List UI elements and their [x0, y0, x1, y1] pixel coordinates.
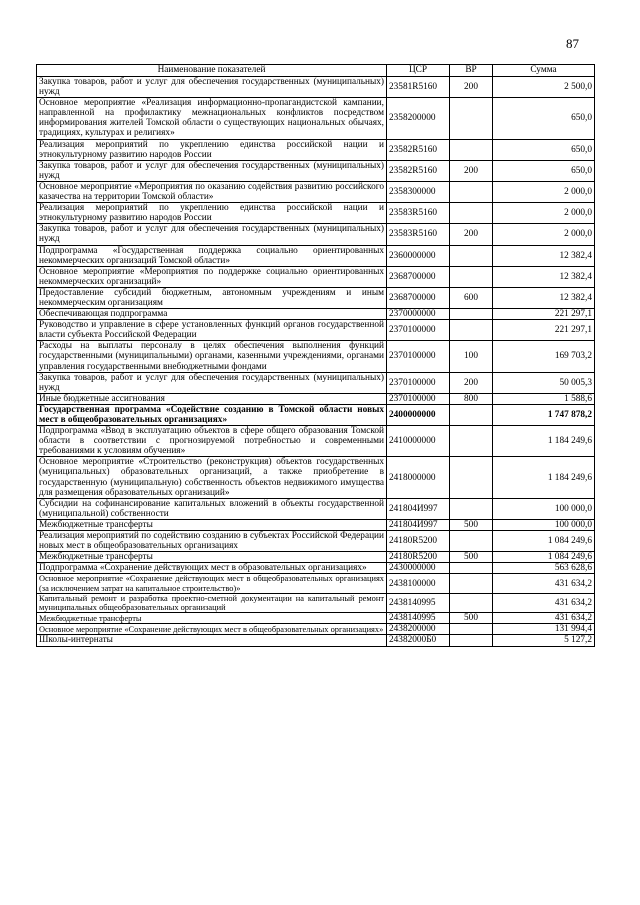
row-vr	[450, 181, 493, 202]
row-sum: 431 634,2	[493, 613, 595, 624]
row-vr	[450, 635, 493, 646]
row-vr: 500	[450, 552, 493, 563]
row-vr	[450, 139, 493, 160]
row-code: 2438100000	[387, 574, 450, 593]
row-vr: 200	[450, 372, 493, 393]
header-vr: ВР	[450, 65, 493, 77]
row-vr	[450, 98, 493, 139]
row-name: Подпрограмма «Государственная поддержка социально ориентированных некоммерческих организаций Томской области»	[37, 245, 387, 266]
row-name: Закупка товаров, работ и услуг для обеспечения государственных (муниципальных) нужд	[37, 372, 387, 393]
row-name: Реализация мероприятий по укреплению единства российской нации и этнокультурному развитию народов России	[37, 203, 387, 224]
row-code: 2418000000	[387, 457, 450, 498]
header-sum: Сумма	[493, 65, 595, 77]
row-code: 241804И997	[387, 519, 450, 530]
row-name: Государственная программа «Содействие созданию в Томской области новых мест в общеобразовательных организациях»	[37, 404, 387, 425]
table-row	[37, 372, 595, 393]
row-code: 2430000000	[387, 563, 450, 574]
budget-table	[36, 64, 595, 647]
row-code: 24180R5200	[387, 531, 450, 552]
row-code: 2368700000	[387, 287, 450, 308]
row-sum: 100 000,0	[493, 519, 595, 530]
row-sum: 221 297,1	[493, 320, 595, 341]
row-code: 2368700000	[387, 266, 450, 287]
table-row	[37, 287, 595, 308]
row-sum: 2 000,0	[493, 181, 595, 202]
row-name: Межбюджетные трансферты	[37, 552, 387, 563]
row-name: Основное мероприятие «Сохранение действующих мест в общеобразовательных организациях»	[37, 624, 387, 635]
row-name: Межбюджетные трансферты	[37, 519, 387, 530]
row-vr: 100	[450, 341, 493, 372]
table-row	[37, 224, 595, 245]
row-vr: 500	[450, 613, 493, 624]
table-row	[37, 309, 595, 320]
row-sum: 2 000,0	[493, 203, 595, 224]
row-vr	[450, 426, 493, 457]
row-sum: 650,0	[493, 160, 595, 181]
row-code: 23582R5160	[387, 160, 450, 181]
row-vr	[450, 245, 493, 266]
row-name: Капитальный ремонт и разработка проектно-сметной документации на капитальный ремонт муниципальных общеобразовательных организаций	[37, 593, 387, 612]
row-name: Реализация мероприятий по укреплению единства российской нации и этнокультурному развитию народов России	[37, 139, 387, 160]
row-sum: 100 000,0	[493, 498, 595, 519]
row-name: Закупка товаров, работ и услуг для обеспечения государственных (муниципальных) нужд	[37, 224, 387, 245]
row-sum: 650,0	[493, 139, 595, 160]
table-row	[37, 77, 595, 98]
row-name: Предоставление субсидий бюджетным, автономным учреждениям и иным некоммерческим организациям	[37, 287, 387, 308]
row-name: Руководство и управление в сфере установленных функций органов государственной власти субъекта Российской Федерации	[37, 320, 387, 341]
row-code: 2358200000	[387, 98, 450, 139]
row-sum: 2 000,0	[493, 224, 595, 245]
table-row	[37, 181, 595, 202]
row-vr: 200	[450, 77, 493, 98]
table-row	[37, 160, 595, 181]
row-name: Основное мероприятие «Сохранение действующих мест в общеобразовательных организациях (за исключением затрат на капитальное строительство)»	[37, 574, 387, 593]
row-sum: 431 634,2	[493, 593, 595, 612]
row-name: Субсидии на софинансирование капитальных вложений в объекты государственной (муниципальной) собственности	[37, 498, 387, 519]
row-code: 2370100000	[387, 393, 450, 404]
row-code: 2410000000	[387, 426, 450, 457]
row-code: 23582R5160	[387, 139, 450, 160]
row-code: 2438140995	[387, 593, 450, 612]
row-name: Школы-интернаты	[37, 635, 387, 646]
table-row	[37, 457, 595, 498]
row-code: 24382000Б0	[387, 635, 450, 646]
row-name: Расходы на выплаты персоналу в целях обеспечения выполнения функций государственными (муниципальными) органами, казенными учреждениями, органами управления государственными внебюджетными фондами	[37, 341, 387, 372]
row-code: 2438200000	[387, 624, 450, 635]
row-sum: 1 184 249,6	[493, 457, 595, 498]
row-sum: 650,0	[493, 98, 595, 139]
row-code: 2360000000	[387, 245, 450, 266]
row-vr: 200	[450, 160, 493, 181]
table-row	[37, 563, 595, 574]
table-row	[37, 404, 595, 425]
row-code: 23581R5160	[387, 77, 450, 98]
header-code: ЦСР	[387, 65, 450, 77]
row-sum: 169 703,2	[493, 341, 595, 372]
header-name: Наименование показателей	[37, 65, 387, 77]
row-vr	[450, 320, 493, 341]
row-code: 2370100000	[387, 320, 450, 341]
row-vr	[450, 498, 493, 519]
row-sum: 563 628,6	[493, 563, 595, 574]
row-name: Основное мероприятие «Мероприятия по поддержке социально ориентированных некоммерческих организаций»	[37, 266, 387, 287]
row-sum: 2 500,0	[493, 77, 595, 98]
table-row	[37, 635, 595, 646]
table-header-row	[37, 65, 595, 77]
table-row	[37, 98, 595, 139]
row-code: 24180R5200	[387, 552, 450, 563]
row-code: 2370100000	[387, 372, 450, 393]
row-vr	[450, 574, 493, 593]
row-sum: 50 005,3	[493, 372, 595, 393]
row-name: Закупка товаров, работ и услуг для обеспечения государственных (муниципальных) нужд	[37, 77, 387, 98]
row-vr	[450, 593, 493, 612]
table-row	[37, 498, 595, 519]
row-sum: 1 084 249,6	[493, 552, 595, 563]
row-name: Основное мероприятие «Мероприятия по оказанию содействия развитию российского казачества на территории Томской области»	[37, 181, 387, 202]
table-row	[37, 320, 595, 341]
table-row	[37, 266, 595, 287]
row-code: 2358300000	[387, 181, 450, 202]
row-code: 241804И997	[387, 498, 450, 519]
table-row	[37, 426, 595, 457]
row-name: Реализация мероприятий по содействию созданию в субъектах Российской Федерации новых мест в общеобразовательных организациях	[37, 531, 387, 552]
row-name: Межбюджетные трансферты	[37, 613, 387, 624]
row-name: Основное мероприятие «Строительство (реконструкция) объектов государственных (муниципальных) образовательных организаций, а также приобретение в государственную (муниципальную) собственность объектов недвижимого имущества для размещения образовательных организаций»	[37, 457, 387, 498]
row-vr: 600	[450, 287, 493, 308]
table-row	[37, 552, 595, 563]
row-vr: 500	[450, 519, 493, 530]
row-code: 2370100000	[387, 341, 450, 372]
table-row	[37, 245, 595, 266]
row-sum: 12 382,4	[493, 245, 595, 266]
table-row	[37, 519, 595, 530]
row-sum: 5 127,2	[493, 635, 595, 646]
row-sum: 12 382,4	[493, 266, 595, 287]
row-code: 23583R5160	[387, 224, 450, 245]
table-row	[37, 139, 595, 160]
row-name: Основное мероприятие «Реализация информационно-пропагандистской кампании, направленной на профилактику межнациональных конфликтов посредством информирования жителей Томской области о существующих национальных обычаях, традициях, культурах и религиях»	[37, 98, 387, 139]
row-sum: 1 184 249,6	[493, 426, 595, 457]
row-sum: 12 382,4	[493, 287, 595, 308]
row-vr	[450, 457, 493, 498]
table-row	[37, 203, 595, 224]
table-row	[37, 574, 595, 593]
table-body	[37, 77, 595, 647]
row-code: 2400000000	[387, 404, 450, 425]
row-vr	[450, 624, 493, 635]
table-row	[37, 624, 595, 635]
row-vr	[450, 203, 493, 224]
row-code: 2370000000	[387, 309, 450, 320]
row-name: Иные бюджетные ассигнования	[37, 393, 387, 404]
row-name: Подпрограмма «Ввод в эксплуатацию объектов в сфере общего образования Томской области в соответствии с прогнозируемой потребностью и современными требованиями к условиям обучения»	[37, 426, 387, 457]
table-row	[37, 341, 595, 372]
row-code: 2438140995	[387, 613, 450, 624]
table-row	[37, 531, 595, 552]
row-vr	[450, 531, 493, 552]
row-name: Закупка товаров, работ и услуг для обеспечения государственных (муниципальных) нужд	[37, 160, 387, 181]
page-number: 87	[566, 36, 579, 51]
row-vr	[450, 266, 493, 287]
row-vr: 200	[450, 224, 493, 245]
table-row	[37, 393, 595, 404]
row-vr	[450, 309, 493, 320]
row-sum: 221 297,1	[493, 309, 595, 320]
row-name: Подпрограмма «Сохранение действующих мест в образовательных организациях»	[37, 563, 387, 574]
table-row	[37, 593, 595, 612]
row-sum: 131 994,4	[493, 624, 595, 635]
row-vr: 800	[450, 393, 493, 404]
row-vr	[450, 563, 493, 574]
row-sum: 1 084 249,6	[493, 531, 595, 552]
row-sum: 431 634,2	[493, 574, 595, 593]
row-name: Обеспечивающая подпрограмма	[37, 309, 387, 320]
row-sum: 1 747 878,2	[493, 404, 595, 425]
table-row	[37, 613, 595, 624]
row-code: 23583R5160	[387, 203, 450, 224]
row-sum: 1 588,6	[493, 393, 595, 404]
row-vr	[450, 404, 493, 425]
